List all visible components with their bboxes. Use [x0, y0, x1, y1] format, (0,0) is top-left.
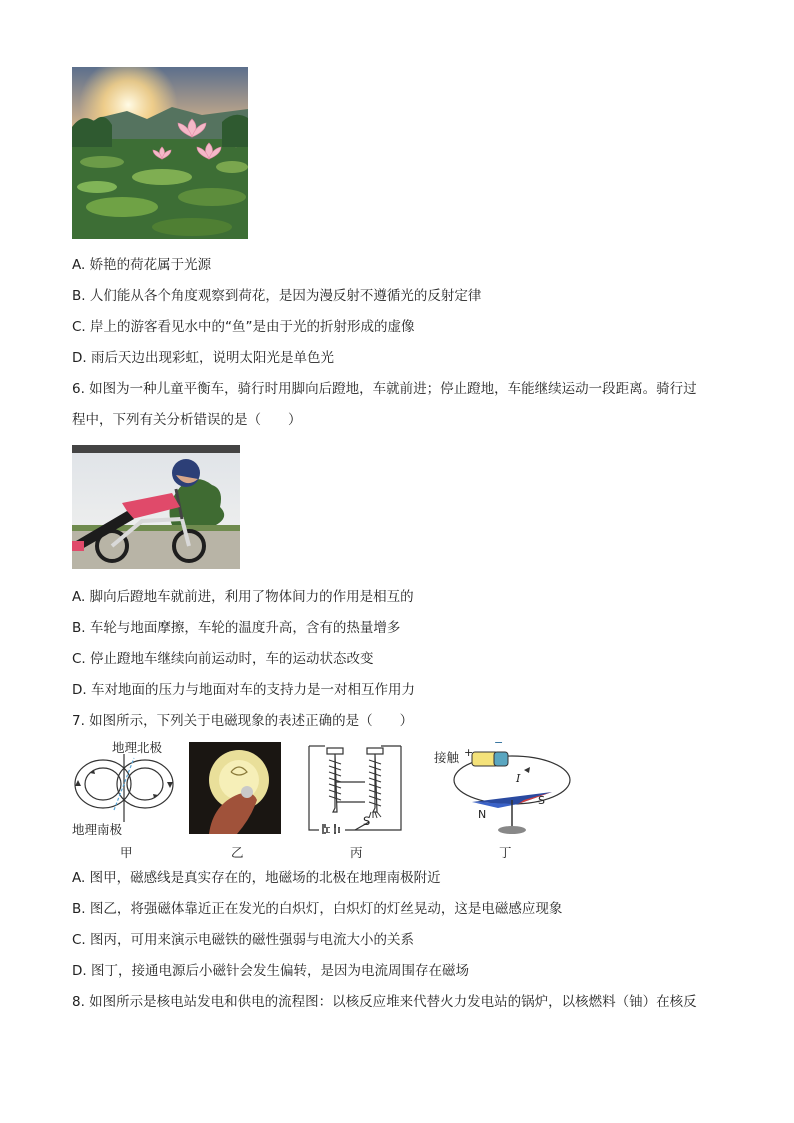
needle-n-label: N	[478, 808, 487, 821]
contact-label: 接触	[434, 750, 460, 765]
q6-option-c: C. 停止蹬地车继续向前运动时，车的运动状态改变	[72, 651, 374, 667]
q7-stem: 7. 如图所示，下列关于电磁现象的表述正确的是（ ）	[72, 713, 414, 729]
q8-stem-line1: 8. 如图所示是核电站发电和供电的流程图：以核反应堆来代替火力发电站的锅炉，以核燃料（铀）在核反	[72, 994, 697, 1010]
q7-option-a: A. 图甲，磁感线是真实存在的，地磁场的北极在地理南极附近	[72, 870, 441, 886]
q7-option-c: C. 图丙，可用来演示电磁铁的磁性强弱与电流大小的关系	[72, 932, 415, 948]
lotus-photo	[72, 67, 248, 239]
label-geographic-south: 地理南极	[72, 822, 123, 837]
q6-option-a: A. 脚向后蹬地车就前进，利用了物体间力的作用是相互的	[72, 589, 414, 605]
figure-yi-bulb-photo	[189, 742, 281, 834]
needle-s-label: S	[538, 794, 545, 807]
q6-option-d: D. 车对地面的压力与地面对车的支持力是一对相互作用力	[72, 682, 415, 698]
q6-stem-line1: 6. 如图为一种儿童平衡车，骑行时用脚向后蹬地，车就前进；停止蹬地，车能继续运动一段距离。骑行过	[72, 381, 697, 397]
current-label: I	[516, 772, 521, 785]
q7-option-b: B. 图乙，将强磁体靠近正在发光的白炽灯，白炽灯的灯丝晃动，这是电磁感应现象	[72, 901, 563, 917]
caption-yi: 乙	[231, 845, 244, 860]
q6-option-b: B. 车轮与地面摩擦，车轮的温度升高，含有的热量增多	[72, 620, 401, 636]
figure-bing-electromagnet-circuit	[305, 742, 405, 834]
balance-bike-photo	[72, 445, 240, 569]
caption-bing: 丙	[350, 845, 363, 860]
caption-ding: 丁	[499, 845, 512, 860]
caption-jia: 甲	[120, 845, 133, 860]
q5-option-c: C. 岸上的游客看见水中的“鱼”是由于光的折射形成的虚像	[72, 319, 415, 335]
q5-option-d: D. 雨后天边出现彩虹，说明太阳光是单色光	[72, 350, 334, 366]
switch-label: S	[363, 814, 371, 828]
label-geographic-north: 地理北极	[112, 740, 163, 755]
q6-stem-line2: 程中，下列有关分析错误的是（ ）	[72, 412, 302, 428]
q5-option-a: A. 娇艳的荷花属于光源	[72, 257, 212, 273]
q5-option-b: B. 人们能从各个角度观察到荷花，是因为漫反射不遵循光的反射定律	[72, 288, 482, 304]
figure-jia-earth-magnetic-field	[70, 740, 180, 836]
q7-option-d: D. 图丁，接通电源后小磁针会发生偏转，是因为电流周围存在磁场	[72, 963, 469, 979]
minus-label: −	[494, 736, 504, 749]
plus-label: +	[464, 746, 474, 759]
figure-ding-oersted-experiment	[432, 736, 582, 838]
